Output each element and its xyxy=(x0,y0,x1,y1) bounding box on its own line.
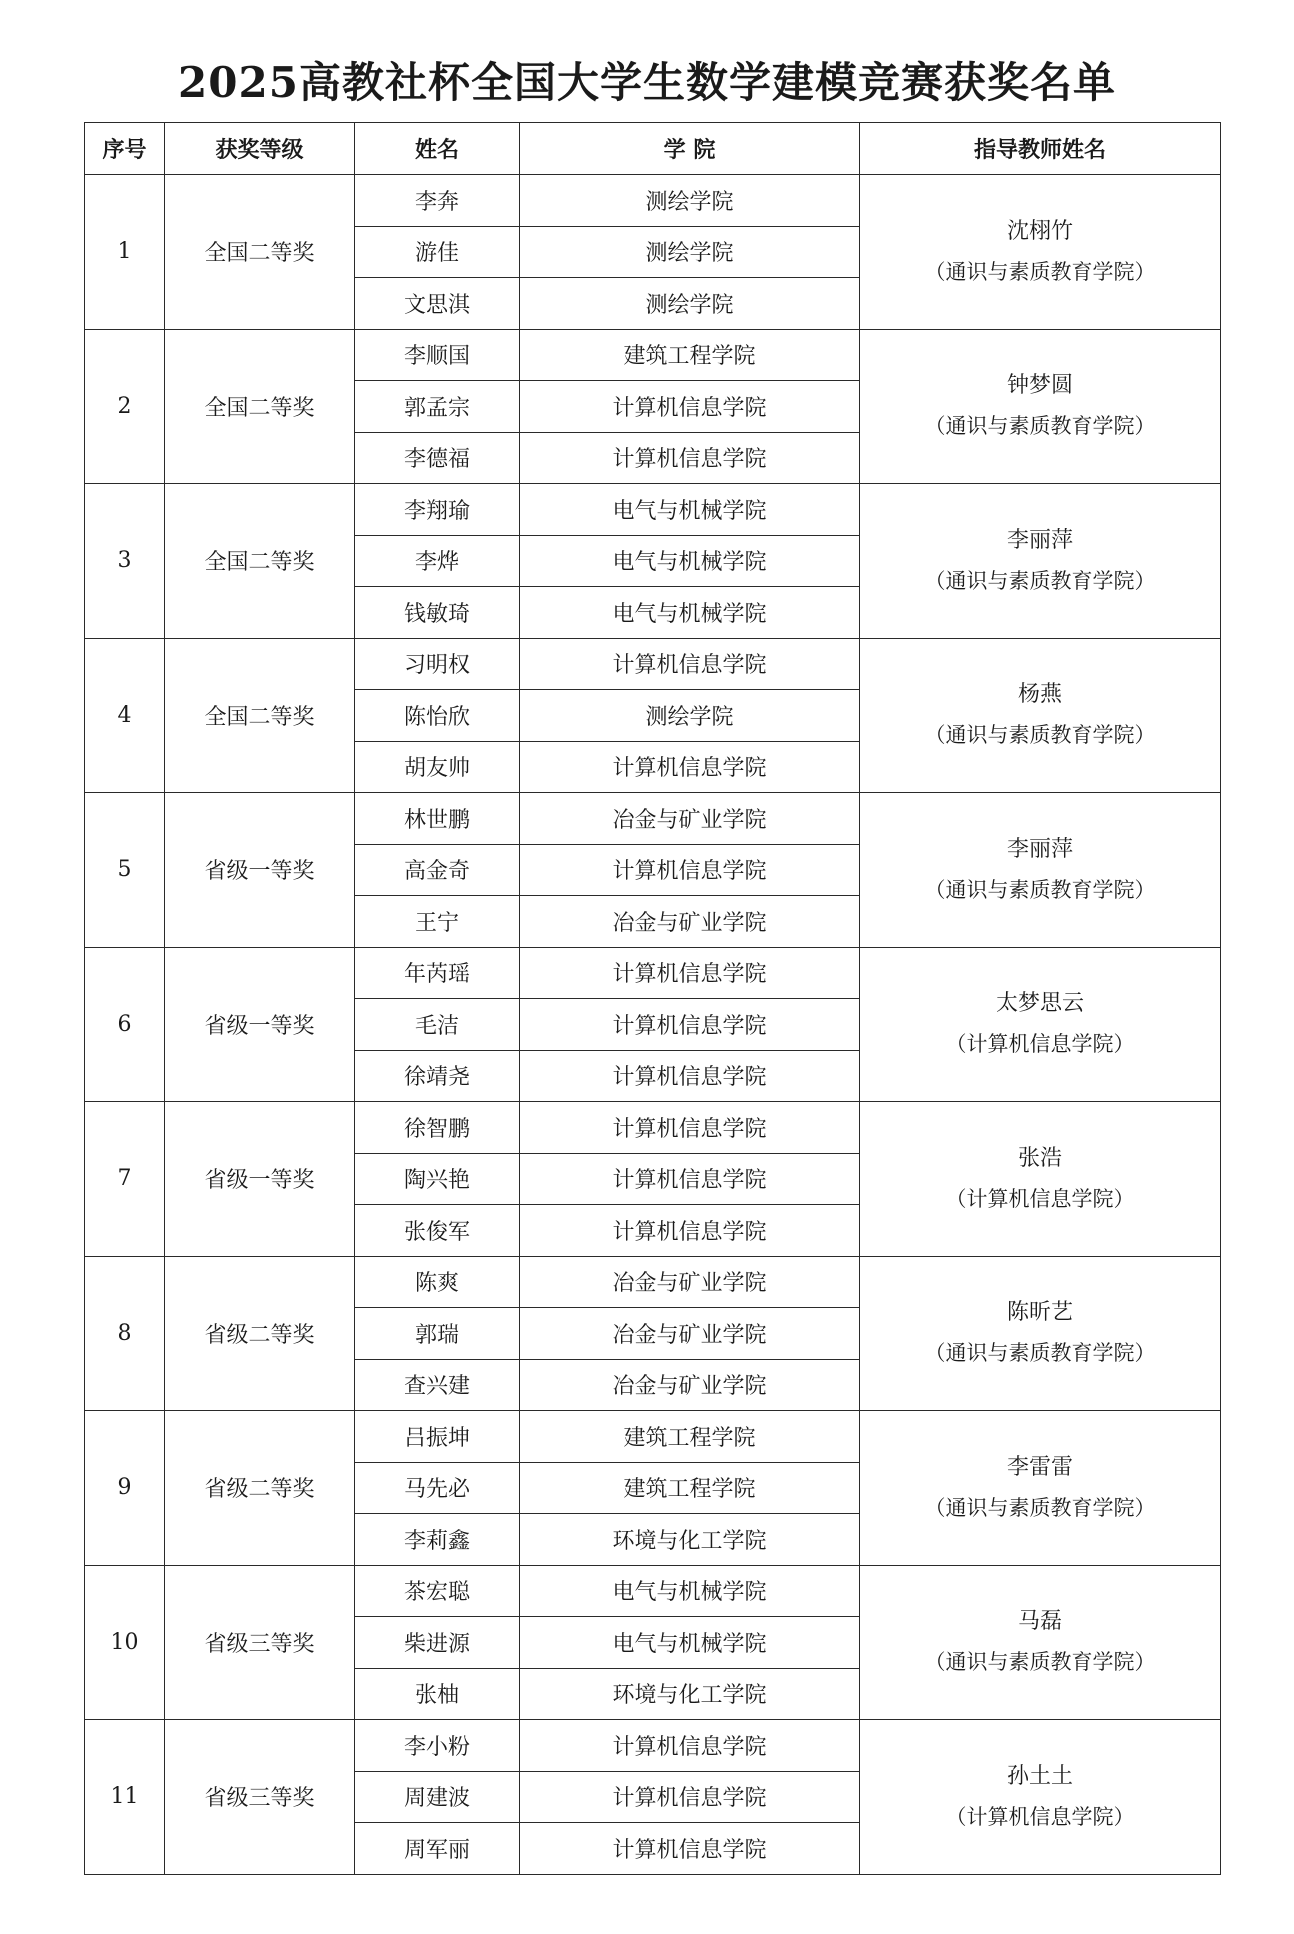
award-level: 省级一等奖 xyxy=(165,793,355,948)
advisor-name: 孙土土 xyxy=(1006,1763,1073,1789)
student-name: 王宁 xyxy=(355,896,520,948)
student-name: 查兴建 xyxy=(355,1359,520,1411)
advisor-name: 杨燕 xyxy=(1017,682,1062,708)
table-row xyxy=(85,484,1221,536)
student-name: 文思淇 xyxy=(355,278,520,330)
team-index: 8 xyxy=(85,1256,165,1411)
advisor-department: （计算机信息学院） xyxy=(945,1804,1135,1829)
student-college: 建筑工程学院 xyxy=(520,329,860,381)
advisor-department: （通识与素质教育学院） xyxy=(924,414,1156,439)
advisor-name: 钟梦圆 xyxy=(1006,373,1073,399)
team-index: 10 xyxy=(85,1565,165,1720)
student-name: 柴进源 xyxy=(355,1617,520,1669)
student-name: 郭孟宗 xyxy=(355,381,520,433)
header-level: 获奖等级 xyxy=(165,123,355,175)
header-row xyxy=(85,123,1221,175)
award-level: 省级一等奖 xyxy=(165,1102,355,1257)
advisor-name: 陈昕艺 xyxy=(1006,1300,1073,1326)
advisor-name: 李雷雷 xyxy=(1006,1454,1073,1480)
student-name: 马先必 xyxy=(355,1462,520,1514)
team-index: 7 xyxy=(85,1102,165,1257)
student-college: 计算机信息学院 xyxy=(520,1205,860,1257)
student-college: 冶金与矿业学院 xyxy=(520,793,860,845)
student-name: 张俊军 xyxy=(355,1205,520,1257)
advisor-name: 张浩 xyxy=(1017,1145,1062,1171)
team-index: 4 xyxy=(85,638,165,793)
student-name: 李奔 xyxy=(355,175,520,227)
team-index: 9 xyxy=(85,1411,165,1566)
advisor-name: 马磊 xyxy=(1017,1609,1062,1635)
student-name: 张柚 xyxy=(355,1668,520,1720)
table-row xyxy=(85,1256,1221,1308)
advisor-cell xyxy=(860,1411,1221,1566)
student-name: 林世鹏 xyxy=(355,793,520,845)
student-college: 测绘学院 xyxy=(520,278,860,330)
student-name: 陈怡欣 xyxy=(355,690,520,742)
student-name: 钱敏琦 xyxy=(355,587,520,639)
student-college: 测绘学院 xyxy=(520,690,860,742)
advisor-department: （通识与素质教育学院） xyxy=(924,259,1156,284)
student-name: 高金奇 xyxy=(355,844,520,896)
advisor-department: （通识与素质教育学院） xyxy=(924,1341,1156,1366)
advisor-department: （通识与素质教育学院） xyxy=(924,568,1156,593)
advisor-name: 李丽萍 xyxy=(1006,836,1073,862)
student-college: 测绘学院 xyxy=(520,226,860,278)
advisor-department: （通识与素质教育学院） xyxy=(924,1650,1156,1675)
student-college: 冶金与矿业学院 xyxy=(520,1359,860,1411)
student-name: 徐智鹏 xyxy=(355,1102,520,1154)
student-college: 计算机信息学院 xyxy=(520,1771,860,1823)
student-college: 建筑工程学院 xyxy=(520,1411,860,1463)
advisor-cell xyxy=(860,329,1221,484)
header-advisor: 指导教师姓名 xyxy=(860,123,1221,175)
student-name: 李翔瑜 xyxy=(355,484,520,536)
student-name: 李德福 xyxy=(355,432,520,484)
award-level: 省级二等奖 xyxy=(165,1256,355,1411)
team-index: 6 xyxy=(85,947,165,1102)
student-college: 冶金与矿业学院 xyxy=(520,896,860,948)
student-name: 胡友帅 xyxy=(355,741,520,793)
student-name: 陈爽 xyxy=(355,1256,520,1308)
student-college: 电气与机械学院 xyxy=(520,535,860,587)
table-row xyxy=(85,947,1221,999)
student-college: 电气与机械学院 xyxy=(520,1617,860,1669)
student-name: 周军丽 xyxy=(355,1823,520,1875)
advisor-cell xyxy=(860,947,1221,1102)
student-college: 环境与化工学院 xyxy=(520,1514,860,1566)
table-row xyxy=(85,175,1221,227)
award-level: 全国二等奖 xyxy=(165,484,355,639)
team-index: 11 xyxy=(85,1720,165,1875)
award-level: 省级一等奖 xyxy=(165,947,355,1102)
advisor-department: （通识与素质教育学院） xyxy=(924,877,1156,902)
award-level: 全国二等奖 xyxy=(165,638,355,793)
student-name: 李小粉 xyxy=(355,1720,520,1772)
student-college: 电气与机械学院 xyxy=(520,1565,860,1617)
advisor-department: （计算机信息学院） xyxy=(945,1032,1135,1057)
student-college: 环境与化工学院 xyxy=(520,1668,860,1720)
award-level: 省级二等奖 xyxy=(165,1411,355,1566)
advisor-department: （通识与素质教育学院） xyxy=(924,723,1156,748)
page-title: 2025高教社杯全国大学生数学建模竞赛获奖名单 xyxy=(178,58,1116,107)
student-name: 游佳 xyxy=(355,226,520,278)
student-name: 吕振坤 xyxy=(355,1411,520,1463)
header-college: 学 院 xyxy=(520,123,860,175)
award-level: 全国二等奖 xyxy=(165,329,355,484)
table-row xyxy=(85,638,1221,690)
advisor-cell xyxy=(860,1102,1221,1257)
student-name: 陶兴艳 xyxy=(355,1153,520,1205)
award-table xyxy=(84,122,1221,1875)
student-name: 李顺国 xyxy=(355,329,520,381)
table-row xyxy=(85,1565,1221,1617)
student-name: 习明权 xyxy=(355,638,520,690)
student-college: 电气与机械学院 xyxy=(520,587,860,639)
student-name: 郭瑞 xyxy=(355,1308,520,1360)
student-name: 李莉鑫 xyxy=(355,1514,520,1566)
header-name: 姓名 xyxy=(355,123,520,175)
header-index: 序号 xyxy=(85,123,165,175)
student-college: 计算机信息学院 xyxy=(520,432,860,484)
advisor-department: （计算机信息学院） xyxy=(945,1186,1135,1211)
student-college: 计算机信息学院 xyxy=(520,1823,860,1875)
student-college: 计算机信息学院 xyxy=(520,638,860,690)
table-row xyxy=(85,1411,1221,1463)
advisor-name: 李丽萍 xyxy=(1006,527,1073,553)
student-name: 周建波 xyxy=(355,1771,520,1823)
student-college: 冶金与矿业学院 xyxy=(520,1308,860,1360)
student-college: 计算机信息学院 xyxy=(520,1050,860,1102)
student-college: 测绘学院 xyxy=(520,175,860,227)
advisor-name: 太梦思云 xyxy=(995,991,1084,1017)
advisor-cell xyxy=(860,1565,1221,1720)
team-index: 3 xyxy=(85,484,165,639)
student-name: 茶宏聪 xyxy=(355,1565,520,1617)
advisor-cell xyxy=(860,638,1221,793)
student-college: 计算机信息学院 xyxy=(520,999,860,1051)
award-table-body xyxy=(85,175,1221,1875)
student-college: 计算机信息学院 xyxy=(520,741,860,793)
student-college: 计算机信息学院 xyxy=(520,1102,860,1154)
student-college: 计算机信息学院 xyxy=(520,381,860,433)
award-level: 省级三等奖 xyxy=(165,1565,355,1720)
advisor-department: （通识与素质教育学院） xyxy=(924,1495,1156,1520)
team-index: 2 xyxy=(85,329,165,484)
student-college: 计算机信息学院 xyxy=(520,947,860,999)
student-name: 毛洁 xyxy=(355,999,520,1051)
student-name: 徐靖尧 xyxy=(355,1050,520,1102)
award-level: 省级三等奖 xyxy=(165,1720,355,1875)
advisor-cell xyxy=(860,1256,1221,1411)
student-college: 计算机信息学院 xyxy=(520,1720,860,1772)
table-row xyxy=(85,1102,1221,1154)
student-college: 冶金与矿业学院 xyxy=(520,1256,860,1308)
student-name: 年芮瑶 xyxy=(355,947,520,999)
advisor-name: 沈栩竹 xyxy=(1006,218,1073,244)
student-college: 计算机信息学院 xyxy=(520,1153,860,1205)
advisor-cell xyxy=(860,484,1221,639)
student-college: 计算机信息学院 xyxy=(520,844,860,896)
award-level: 全国二等奖 xyxy=(165,175,355,330)
advisor-cell xyxy=(860,175,1221,330)
team-index: 5 xyxy=(85,793,165,948)
table-row xyxy=(85,1720,1221,1772)
advisor-cell xyxy=(860,793,1221,948)
student-college: 电气与机械学院 xyxy=(520,484,860,536)
table-row xyxy=(85,329,1221,381)
table-row xyxy=(85,793,1221,845)
advisor-cell xyxy=(860,1720,1221,1875)
team-index: 1 xyxy=(85,175,165,330)
student-name: 李烨 xyxy=(355,535,520,587)
student-college: 建筑工程学院 xyxy=(520,1462,860,1514)
